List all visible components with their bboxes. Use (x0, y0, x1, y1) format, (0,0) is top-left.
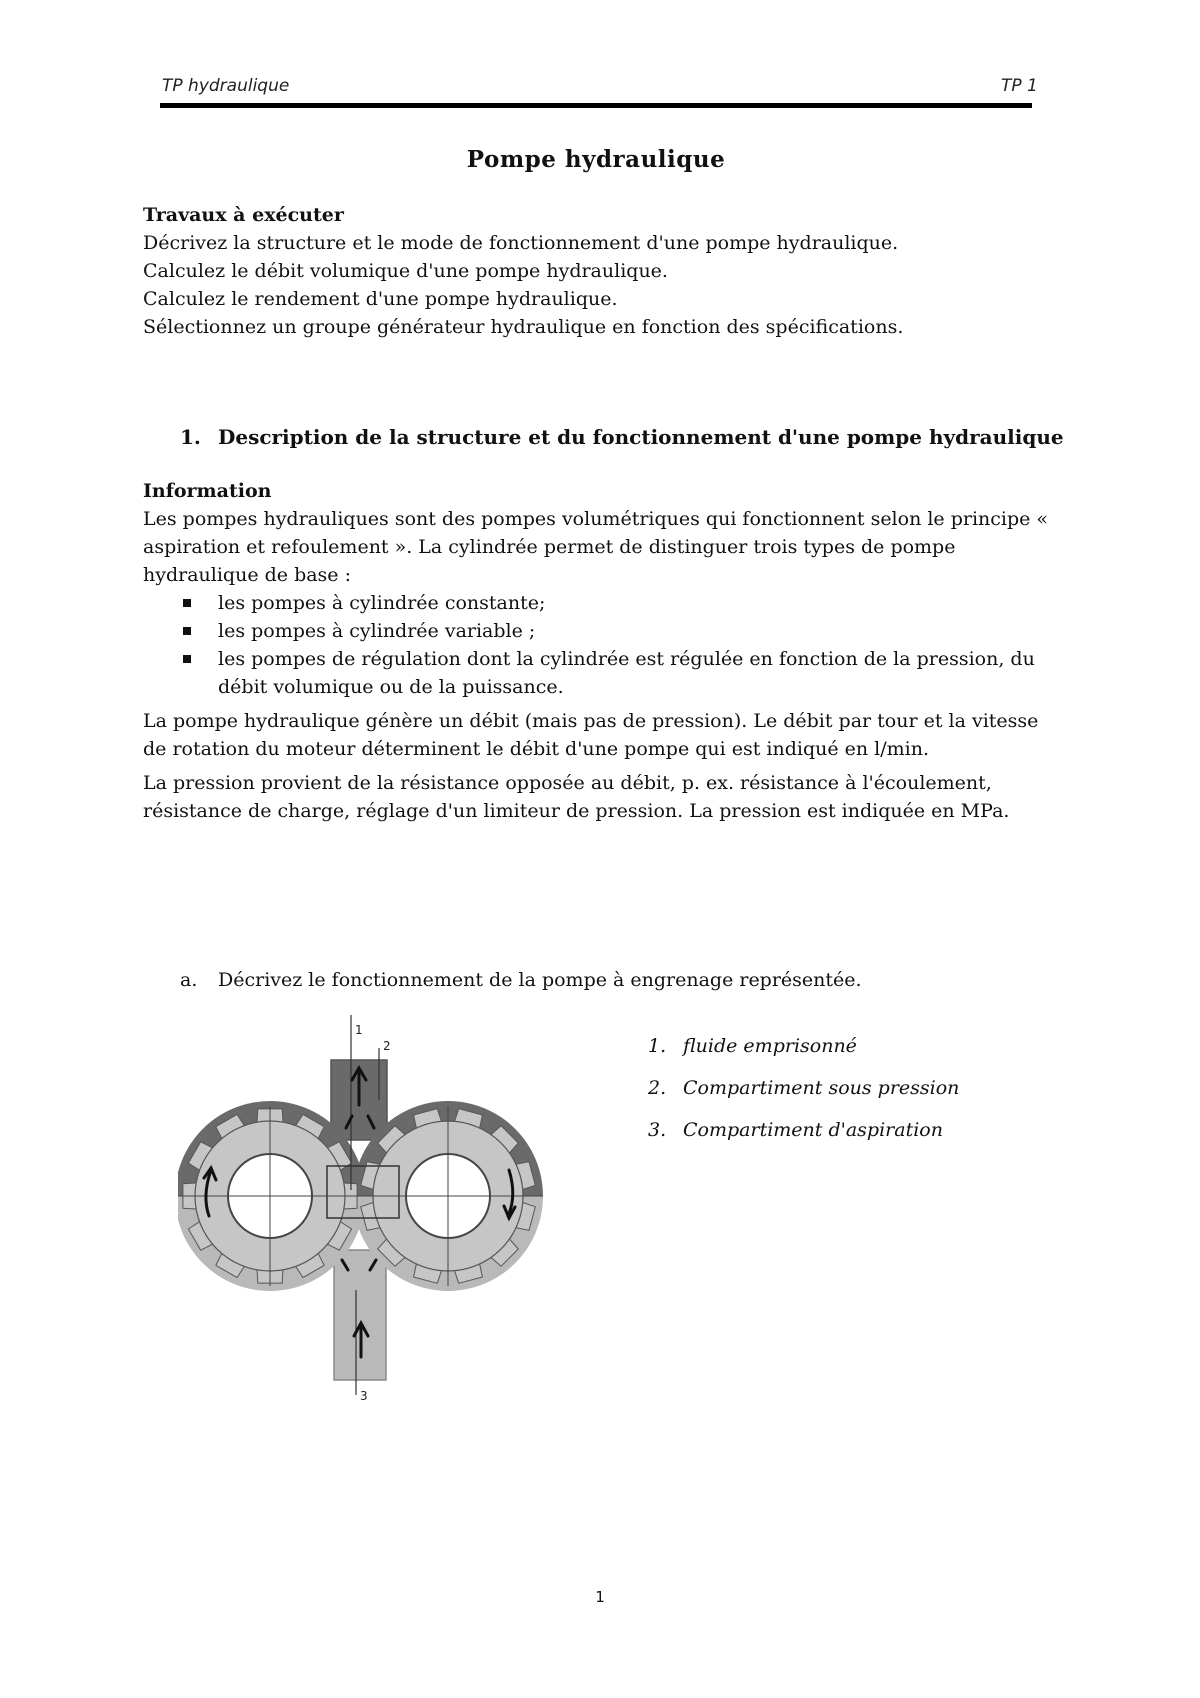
callout-2: 2 (383, 1039, 391, 1053)
callout-1: 1 (355, 1023, 363, 1037)
legend-item: 2. Compartiment sous pression (648, 1077, 960, 1099)
info-block (143, 477, 1063, 825)
legend-item: 1. fluide emprisonné (648, 1035, 857, 1057)
header-left: TP hydraulique (162, 76, 290, 96)
task-item: Calculez le débit volumique d'une pompe hydraulique. (143, 260, 668, 282)
info-heading: Information (143, 480, 272, 502)
section-title: Description de la structure et du fonctionnement d'une pompe hydraulique (218, 425, 1064, 449)
section-heading (180, 425, 1064, 449)
tasks-heading: Travaux à exécuter (143, 204, 344, 226)
flow-paragraph: La pompe hydraulique génère un débit (mais pas de pression). Le débit par tour et la vitesse de rotation du moteur déterminent le débit d'une pompe qui est indiqué en l/min. (143, 710, 1039, 760)
pump-type-list (143, 589, 1063, 701)
question-a (180, 969, 862, 991)
legend-item: 3. Compartiment d'aspiration (648, 1119, 943, 1141)
document-title: Pompe hydraulique (466, 146, 726, 173)
question-text: Décrivez le fonctionnement de la pompe à engrenage représentée. (218, 969, 862, 991)
list-item: les pompes à cylindrée variable ; (143, 617, 1063, 645)
task-item: Calculez le rendement d'une pompe hydraulique. (143, 288, 618, 310)
info-intro: Les pompes hydrauliques sont des pompes volumétriques qui fonctionnent selon le principe « aspiration et refoulement ». La cylindrée permet de distinguer trois types de pompe hydraulique de base : (143, 508, 1049, 586)
header-right: TP 1 (1001, 76, 1038, 96)
tasks-block (143, 201, 1063, 341)
page-number: 1 (595, 1588, 605, 1606)
list-item: les pompes à cylindrée constante; (143, 589, 1063, 617)
task-item: Décrivez la structure et le mode de fonctionnement d'une pompe hydraulique. (143, 232, 899, 254)
section-number: 1. (180, 425, 201, 449)
task-item: Sélectionnez un groupe générateur hydraulique en fonction des spécifications. (143, 316, 904, 338)
callout-3: 3 (360, 1389, 368, 1403)
figure-legend (648, 1025, 959, 1151)
header-rule (160, 103, 1032, 108)
question-letter: a. (180, 969, 198, 991)
list-item: les pompes de régulation dont la cylindrée est régulée en fonction de la pression, du débit volumique ou de la puissance. (143, 645, 1063, 701)
pressure-paragraph: La pression provient de la résistance opposée au débit, p. ex. résistance à l'écoulement, résistance de charge, réglage d'un limiteur de pression. La pression est indiquée en MPa. (143, 772, 1010, 822)
gear-pump-diagram (178, 1010, 573, 1405)
